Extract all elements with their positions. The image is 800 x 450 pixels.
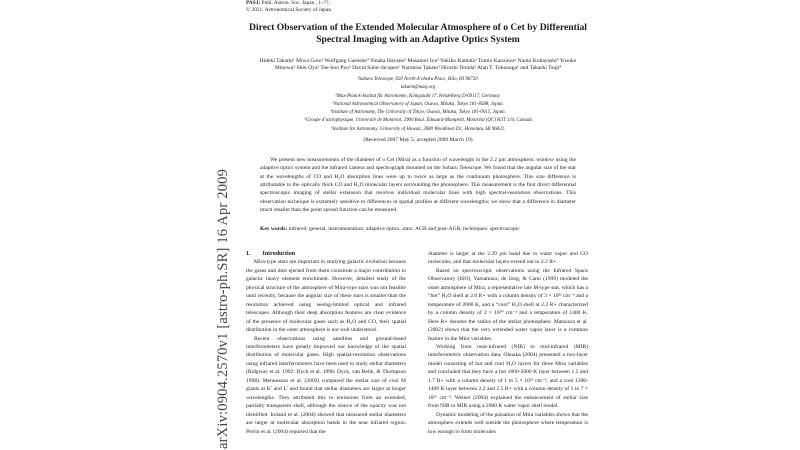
left-column bbox=[246, 250, 406, 436]
running-head bbox=[246, 0, 332, 13]
affiliations bbox=[254, 76, 582, 134]
section-title: Introduction bbox=[262, 251, 296, 257]
keywords bbox=[260, 225, 576, 233]
paragraph: Recent observations using satellites and ground-based interferometers have greatly improved our knowledge of the spatial distribution of molecular gases. High spatial-resolution observations using infrared interferometers have been used to study stellar diameters (Ridgway et al. 1992; Dyck et al. 1996; Dyck, van Belle, & Thompson 1998). Mennesson et al. (2002) compared the stellar size of cool M giants at K′ and L′ and found that stellar diameters are larger at longer wavelengths. They attributed this to emissions from an extended, partially transparent shell, although the source of the opacity was not identified. Ireland et al. (2004) showed that measured stellar diameters are larger at molecular absorption bands in the near infrared region. Perrin et al. (2004) reported that the bbox=[246, 335, 406, 435]
section-heading bbox=[246, 250, 406, 258]
affiliation-6: ⁶Institute for Astronomy, University of Hawaii, 2680 Woodlawn Dr., Honolulu, HI 96822. bbox=[330, 126, 506, 132]
affiliation-3: ³National Astronomical Observatory of Japan, Osawa, Mitaka, Tokyo 181-8588, Japan. bbox=[332, 101, 504, 107]
keywords-label: Key words: bbox=[260, 226, 288, 232]
paragraph: Based on spectroscopic observations using the Infrared Space Observatory (ISO), Yamamura, de Jong, & Cami (1999) modeled the outer atmosphere of Mira, a representative late M-type star, which has a “hot” H₂O shell at 2.0 R⋆ with a column density of 3 × 10²¹ cm⁻² and a temperature of 2000 K, and a “cool” H₂O shell at 2.3 R⋆ characterized by a column density of 2 × 10²⁰ cm⁻² and a temperature of 1400 K. Here R⋆ denotes the radius of the stellar photosphere. Matsuura et al. (2002) shows that the very extended water vapor layer is a common feature in the Mira variables. bbox=[428, 267, 588, 342]
affiliation-email: takami@naoj.org bbox=[400, 85, 436, 91]
copyright: © 2021. Astronomical Society of Japan. bbox=[246, 6, 333, 13]
paragraph: Working from near-infrared (NIR) to mid-infrared (MIR) interferometric observation data, Ohnaka (2004) presented a two-layer model consisting of hot and cool H₂O layers for three Mira variables and concluded that they have a hot 1800-2000 K layer between 1.5 and 1.7 R⋆ with a column density of 1 to 5 × 10²¹ cm⁻², and a cool 1200-1400 K layer between 2.2 and 2.5 R⋆ with a column density of 1 to 7 × 10²¹ cm⁻². Weiner (2004) explained the enhancement of stellar size from NIR to MIR using a 2000 K water vapor shell model. bbox=[428, 343, 588, 410]
affiliation-5: ⁵Groupe d’astrophysique, Université de Montréal, 2900 Boul. Édouard-Montpetit, Montréal (QC) H3T 1J4, Canada bbox=[304, 118, 532, 124]
abstract: We present new measurements of the diameter of o Cet (Mira) as a function of wavelength in the 2.2 μm atmospheric window using the adaptive optics system and the infrared camera and spectrograph mounted on the Subaru Telescope. We found that the angular size of the star at the wavelengths of CO and H₂O absorption lines were up to twice as large as the continuum photosphere. This size difference is attributable to the optically thick CO and H₂O molecular layers surrounding the photosphere. This measurement is the first direct differential spectroscopic imaging of stellar extension that resolves individual molecular lines with high spectral-resolution observations. This observation technique is extremely sensitive to differences in spatial profiles at different wavelengths; we show that a difference in diameter much smaller than the point spread function can be measured. bbox=[260, 157, 576, 214]
paper-page bbox=[246, 0, 590, 450]
paragraph-continued: diameter is larger at the 2.39 μm band due to water vapor and CO molecules, and that molecular layers extend out to 2.2 R⋆. bbox=[428, 251, 588, 266]
section-number: 1. bbox=[246, 251, 251, 257]
received-dates: (Received 2007 May 5; accepted 2009 March 19) bbox=[363, 137, 473, 143]
author-list: Hideki Takami¹ Miwa Goto² Wolfgang Gaessler³ Yutaka Hayano³ Masanori Iye³ Yukiko Kamata³ Tomio Kanzawa³ Naoto Kobayashi⁴ Yosuke Minowa³ Shin Oya³ Tae-Soo Pyo³ David Saint-Jacques⁵ Narubisa Takato³ Hiroshi Terada³ Alan T. Tokunaga⁶ and Takashi Tsuji⁴ bbox=[259, 58, 577, 72]
paragraph: Dynamic modeling of the pulsation of Mira variables shows that the atmosphere extends well outside the photosphere where temperature is low enough to form molecules bbox=[428, 411, 588, 435]
right-column bbox=[428, 250, 588, 436]
paper-title: Direct Observation of the Extended Molecular Atmosphere of o Cet by Differential Spectral Imaging with an Adaptive Optics System bbox=[249, 22, 587, 45]
journal-ref: Publ. Astron. Soc. Japan , 1–??, bbox=[261, 0, 330, 6]
journal-name: PASJ: bbox=[246, 0, 261, 6]
arxiv-identifier: arXiv:0904.2570v1 [astro-ph.SR] 16 Apr 2009 bbox=[215, 168, 231, 449]
affiliation-4: ⁴Institute of Astronomy, The University of Tokyo, Osawa, Mitaka, Tokyo 181-0015, Japan. bbox=[330, 110, 506, 116]
affiliation-1: ¹Subaru Telescope, 650 North A’ohoku Place, Hilo, HI 96720. bbox=[357, 77, 479, 82]
affiliation-2: ²Max-Planck-Institut für Astronomie, Königstuhl 17, Heidelberg D-69117, Germany. bbox=[335, 93, 501, 99]
paragraph: Mira-type stars are important in studying galactic evolution because the gases and dust ejected from them constitute a major contribution to galactic heavy element enrichment. However, detailed study of the physical structure of the atmosphere of Mira-type stars was not feasible until recently, because the angular size of these stars is smaller than the resolution achieved using seeing-limited optical and infrared telescopes. Although their deep absorption features are clear evidence of the presence of molecular gases such as H₂O and CO, their spatial distribution in the outer atmosphere is not well understood. bbox=[246, 259, 406, 334]
keywords-text: infrared: general, instrumentation: adaptive optics, stars: AGB and post-AGB, techniques: spectroscopic bbox=[288, 226, 520, 232]
